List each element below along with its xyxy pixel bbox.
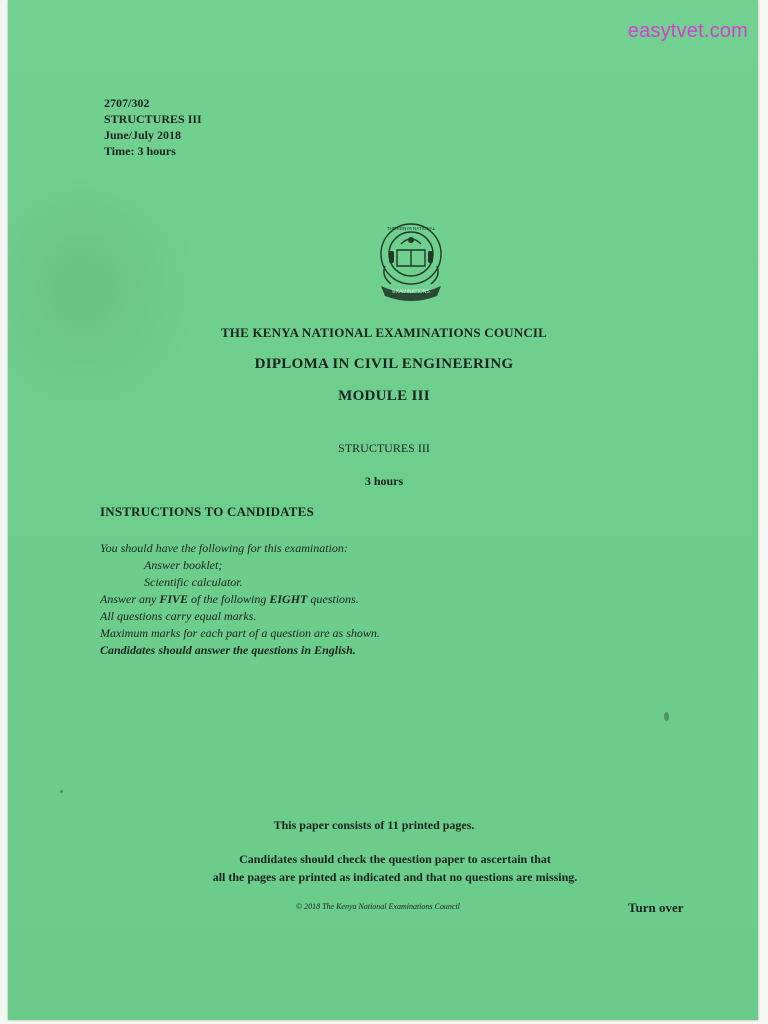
answer-suffix: questions.	[307, 592, 359, 606]
exam-session: June/July 2018	[104, 128, 182, 142]
council-name: THE KENYA NATIONAL EXAMINATIONS COUNCIL	[220, 325, 548, 340]
exam-duration: 3 hours	[364, 474, 404, 488]
max-marks-note: Maximum marks for each part of a question are as shown.	[100, 626, 380, 640]
copyright-notice: © 2018 The Kenya National Examinations Council	[296, 902, 460, 911]
equal-marks-note: All questions carry equal marks.	[100, 609, 257, 623]
answer-prefix: Answer any	[100, 592, 160, 606]
instructions-list	[100, 540, 380, 659]
page-check-line: Candidates should check the question paper to ascertain that	[239, 852, 551, 866]
knec-crest-icon	[371, 220, 451, 304]
watermark: easytvet.com	[627, 20, 748, 42]
diploma-title: DIPLOMA IN CIVIL ENGINEERING	[254, 356, 514, 372]
paper-speck	[664, 712, 669, 721]
page-check-line: all the pages are printed as indicated and that no questions are missing.	[212, 870, 578, 884]
subject-title: STRUCTURES III	[338, 441, 430, 455]
crest-ring-text: THE KENYA NATIONAL	[386, 226, 436, 231]
answer-total: EIGHT	[269, 592, 308, 606]
answer-middle: of the following	[188, 592, 270, 606]
instructions-heading: INSTRUCTIONS TO CANDIDATES	[100, 504, 314, 519]
module-title: MODULE III	[338, 388, 430, 404]
page-check-note	[0, 850, 768, 886]
crest-banner-text: EXAMINATIONS	[392, 289, 430, 295]
page-count-note: This paper consists of 11 printed pages.	[273, 818, 475, 832]
instructions-intro: You should have the following for this examination:	[100, 541, 348, 555]
paper-code: 2707/302	[104, 96, 150, 110]
turn-over-label: Turn over	[628, 900, 684, 915]
paper-speck	[60, 790, 63, 793]
exam-time: Time: 3 hours	[104, 144, 176, 158]
paper-subject: STRUCTURES III	[104, 112, 202, 126]
answer-instruction	[100, 591, 380, 608]
answer-count: FIVE	[159, 592, 189, 606]
paper-meta	[104, 95, 202, 159]
material-item: Scientific calculator.	[144, 575, 243, 589]
material-item: Answer booklet;	[144, 558, 223, 572]
language-note: Candidates should answer the questions in English.	[100, 643, 356, 657]
